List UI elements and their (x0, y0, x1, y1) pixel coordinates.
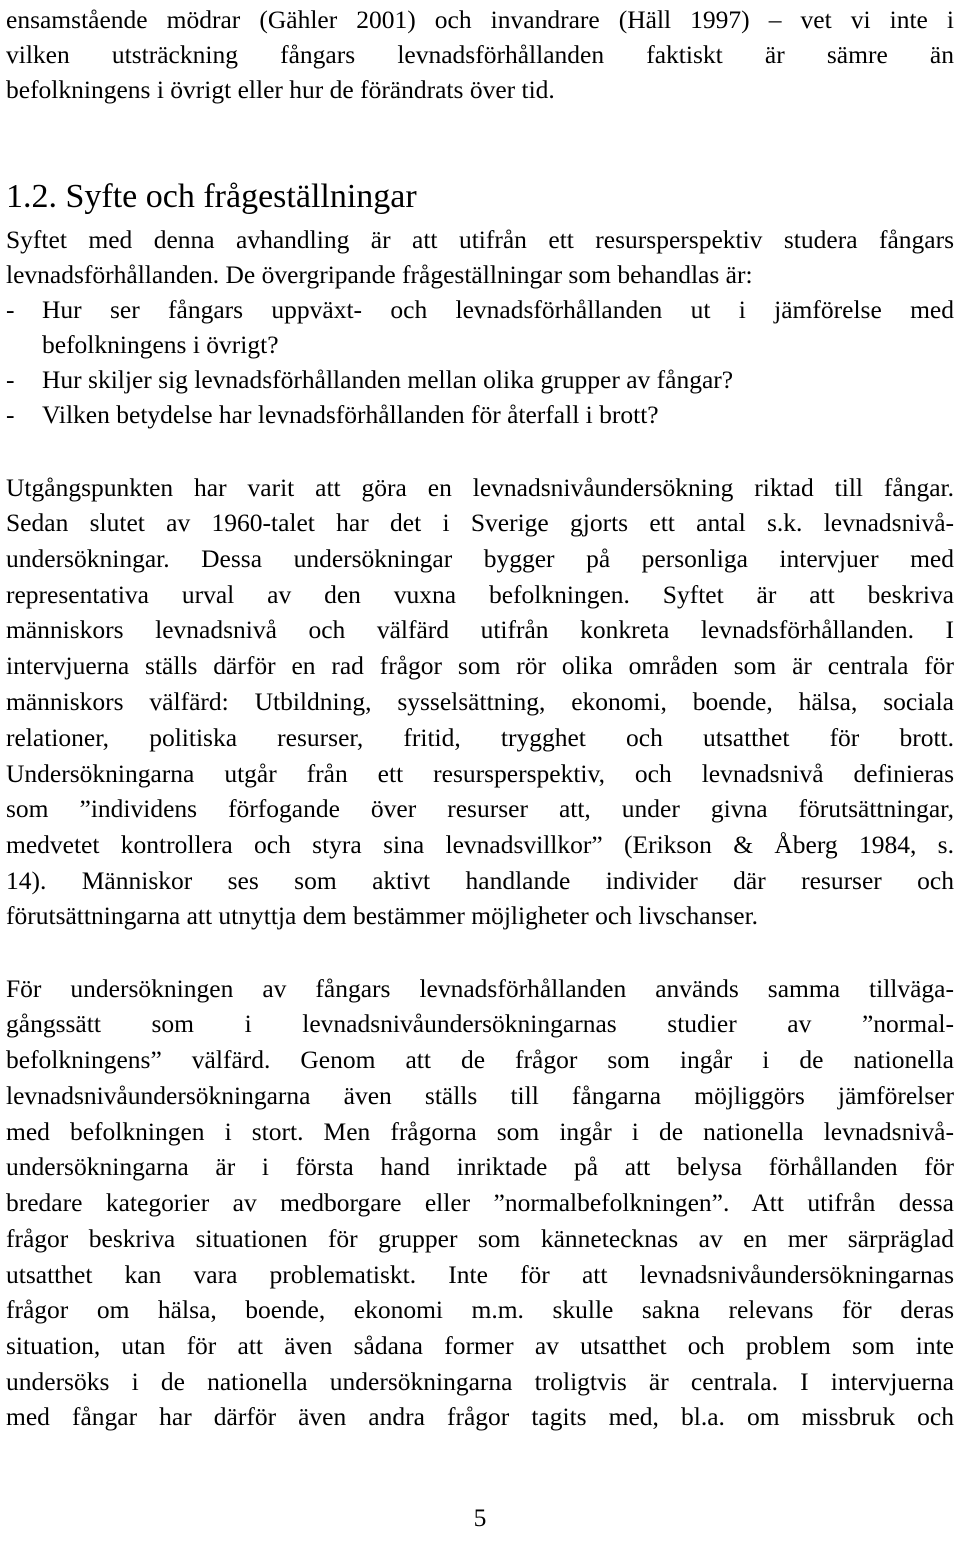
paragraph-line: frågor beskriva situationen för grupper som kännetecknas av en mer särpräglad (6, 1224, 954, 1253)
paragraph-line: med fångar har därför även andra frågor tagits med, bl.a. om missbruk och (6, 1402, 954, 1431)
paragraph-line: utsatthet kan vara problematiskt. Inte för att levnadsnivåundersökningarnas (6, 1260, 954, 1289)
question-line: Vilken betydelse har levnadsförhållanden för återfall i brott? (42, 400, 659, 429)
intro-line: ensamstående mödrar (Gähler 2001) och invandrare (Häll 1997) – vet vi inte i (6, 5, 954, 34)
paragraph-line: gångssätt som i levnadsnivåundersökningarnas studier av ”normal- (6, 1009, 954, 1038)
paragraph-line: representativa urval av den vuxna befolkningen. Syftet är att beskriva (6, 580, 954, 609)
question-line: befolkningens i övrigt? (42, 330, 279, 359)
paragraph-line: människors välfärd: Utbildning, sysselsättning, ekonomi, boende, hälsa, sociala (6, 687, 954, 716)
paragraph-line: Undersökningarna utgår från ett resursperspektiv, och levnadsnivå definieras (6, 759, 954, 788)
paragraph-line: undersöks i de nationella undersökningarna troligtvis är centrala. I intervjuerna (6, 1367, 954, 1396)
section-intro-line: Syftet med denna avhandling är att utifrån ett resursperspektiv studera fångars (6, 225, 954, 254)
paragraph-line: som ”individens förfogande över resurser att, under givna förutsättningar, (6, 794, 954, 823)
paragraph-line: levnadsnivåundersökningarna även ställs till fångarna möjliggörs jämförelser (6, 1081, 954, 1110)
paragraph-line: relationer, politiska resurser, fritid, trygghet och utsatthet för brott. (6, 723, 954, 752)
paragraph-line: undersökningar. Dessa undersökningar bygger på personliga intervjuer med (6, 544, 954, 573)
paragraph-line: bredare kategorier av medborgare eller ”normalbefolkningen”. Att utifrån dessa (6, 1188, 954, 1217)
section-intro-line: levnadsförhållanden. De övergripande frågeställningar som behandlas är: (6, 260, 753, 289)
question-line: Hur skiljer sig levnadsförhållanden mellan olika grupper av fångar? (42, 365, 734, 394)
paragraph-line: frågor om hälsa, boende, ekonomi m.m. skulle sakna relevans för deras (6, 1295, 954, 1324)
intro-line: befolkningens i övrigt eller hur de förändrats över tid. (6, 75, 555, 104)
page-number: 5 (473, 1503, 487, 1532)
paragraph-line: intervjuerna ställs därför en rad frågor som rör olika områden som är centrala för (6, 651, 954, 680)
paragraph-line: Utgångspunkten har varit att göra en levnadsnivåundersökning riktad till fångar. (6, 473, 954, 502)
paragraph-line: undersökningarna är i första hand inriktade på att belysa förhållanden för (6, 1152, 954, 1181)
paragraph-line: situation, utan för att även sådana former av utsatthet och problem som inte (6, 1331, 954, 1360)
paragraph-line: människors levnadsnivå och välfärd utifrån konkreta levnadsförhållanden. I (6, 615, 954, 644)
intro-line: vilken utsträckning fångars levnadsförhållanden faktiskt är sämre än (6, 40, 954, 69)
section-heading: 1.2. Syfte och frågeställningar (6, 178, 417, 215)
question-line: Hur ser fångars uppväxt- och levnadsförhållanden ut i jämförelse med (42, 295, 954, 324)
paragraph-line: 14). Människor ses som aktivt handlande individer där resurser och (6, 866, 954, 895)
paragraph-line: med befolkningen i stort. Men frågorna som ingår i de nationella levnadsnivå- (6, 1117, 954, 1146)
paragraph-line: För undersökningen av fångars levnadsförhållanden används samma tillväga- (6, 974, 954, 1003)
list-dash: - (6, 295, 15, 324)
list-dash: - (6, 400, 15, 429)
list-dash: - (6, 365, 15, 394)
paragraph-line: befolkningens” välfärd. Genom att de frågor som ingår i de nationella (6, 1045, 954, 1074)
paragraph-line: medvetet kontrollera och styra sina levnadsvillkor” (Erikson & Åberg 1984, s. (6, 830, 954, 859)
paragraph-line: Sedan slutet av 1960-talet har det i Sverige gjorts ett antal s.k. levnadsnivå- (6, 508, 954, 537)
paragraph-line: förutsättningarna att utnyttja dem bestämmer möjligheter och livschanser. (6, 901, 759, 930)
